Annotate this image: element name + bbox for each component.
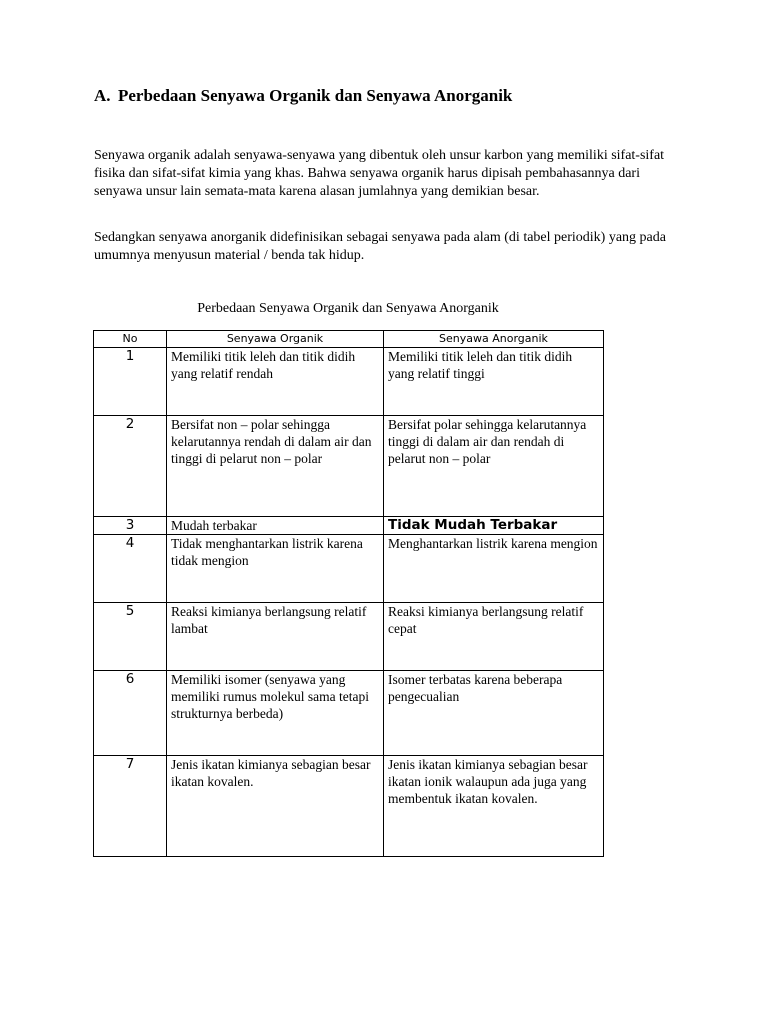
section-title: Perbedaan Senyawa Organik dan Senyawa Anorganik — [118, 86, 513, 105]
cell-anorganik: Bersifat polar sehingga kelarutannya tinggi di dalam air dan rendah di pelarut non – polar — [384, 416, 604, 517]
cell-anorganik: Reaksi kimianya berlangsung relatif cepat — [384, 603, 604, 671]
row-number: 5 — [94, 603, 167, 671]
cell-organik: Memiliki isomer (senyawa yang memiliki rumus molekul sama tetapi strukturnya berbeda) — [167, 671, 384, 756]
cell-organik: Reaksi kimianya berlangsung relatif lambat — [167, 603, 384, 671]
table-caption: Perbedaan Senyawa Organik dan Senyawa Anorganik — [197, 301, 499, 316]
table-row — [94, 671, 604, 756]
row-number: 7 — [94, 756, 167, 857]
section-heading — [94, 86, 512, 106]
table-row — [94, 416, 604, 517]
paragraph-anorganik: Sedangkan senyawa anorganik didefinisikan sebagai senyawa pada alam (di tabel periodik) yang pada umumnya menyusun material / benda tak hidup. — [94, 230, 666, 263]
cell-anorganik: Menghantarkan listrik karena mengion — [384, 535, 604, 603]
table-row — [94, 756, 604, 857]
row-number: 4 — [94, 535, 167, 603]
cell-organik: Memiliki titik leleh dan titik didih yang relatif rendah — [167, 348, 384, 416]
row-number: 6 — [94, 671, 167, 756]
cell-anorganik: Jenis ikatan kimianya sebagian besar ikatan ionik walaupun ada juga yang membentuk ikatan kovalen. — [384, 756, 604, 857]
table-row — [94, 535, 604, 603]
table-row — [94, 348, 604, 416]
cell-anorganik: Tidak Mudah Terbakar — [384, 517, 604, 535]
table-header-row — [94, 331, 604, 348]
row-number: 3 — [94, 517, 167, 535]
row-number: 2 — [94, 416, 167, 517]
cell-organik: Bersifat non – polar sehingga kelarutannya rendah di dalam air dan tinggi di pelarut non – polar — [167, 416, 384, 517]
header-no: No — [94, 331, 167, 348]
header-organik: Senyawa Organik — [167, 331, 384, 348]
paragraph-organik: Senyawa organik adalah senyawa-senyawa yang dibentuk oleh unsur karbon yang memiliki sifat-sifat fisika dan sifat-sifat kimia yang khas. Bahwa senyawa organik harus dipisah pembahasannya dari senyawa unsur lain semata-mata karena alasan jumlahnya yang demikian besar. — [94, 148, 665, 199]
header-anorganik: Senyawa Anorganik — [384, 331, 604, 348]
cell-organik: Tidak menghantarkan listrik karena tidak mengion — [167, 535, 384, 603]
section-label: A. — [94, 86, 111, 105]
row-number: 1 — [94, 348, 167, 416]
table-row — [94, 517, 604, 535]
comparison-table — [93, 330, 604, 857]
table-row — [94, 603, 604, 671]
cell-organik: Mudah terbakar — [167, 517, 384, 535]
cell-organik: Jenis ikatan kimianya sebagian besar ikatan kovalen. — [167, 756, 384, 857]
cell-anorganik: Memiliki titik leleh dan titik didih yang relatif tinggi — [384, 348, 604, 416]
cell-anorganik: Isomer terbatas karena beberapa pengecualian — [384, 671, 604, 756]
